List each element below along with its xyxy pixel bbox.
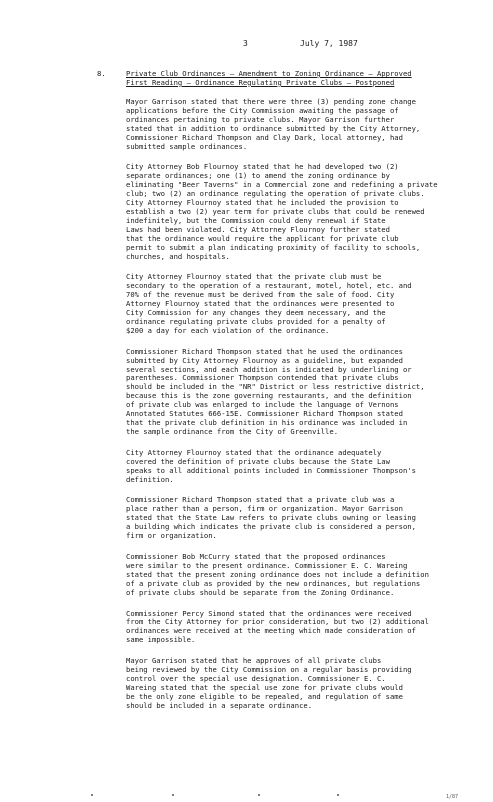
scan-speck bbox=[91, 794, 93, 796]
item-title bbox=[126, 70, 466, 88]
item-number: 8. bbox=[97, 69, 106, 78]
item-title-line-2: First Reading – Ordinance Regulating Private Clubs – Postponed bbox=[126, 77, 395, 87]
paragraph-9: Mayor Garrison stated that he approves of all private clubs being reviewed by the City Commission on a regular basis providing control over the special use designation. Commissioner E. C. Wareing stated that the special use zone for private clubs would be the only zone eligible to be repealed, and regulation of same should be included in a separate ordinance. bbox=[126, 656, 412, 710]
footer-mark: 1/87 bbox=[446, 794, 459, 800]
paragraph-1: Mayor Garrison stated that there were three (3) pending zone change applications before the City Commission awaiting the passage of ordinances pertaining to private clubs. Mayor Garrison further stated that in addition to ordinance submitted by the City Attorney, Commissioner Richard Thompson and Clay Dark, local attorney, had submitted sample ordinances. bbox=[126, 97, 421, 151]
scan-speck bbox=[258, 794, 260, 796]
meeting-date: July 7, 1987 bbox=[300, 39, 358, 48]
paragraph-8: Commissioner Percy Simond stated that the ordinances were received from the City Attorney for prior consideration, but two (2) additional ordinances were received at the meeting which made consideration of same impossible. bbox=[126, 608, 429, 645]
page-number: 3 bbox=[243, 39, 248, 48]
paragraph-6: Commissioner Richard Thompson stated that a private club was a place rather than a person, firm or organization. Mayor Garrison stated that the State Law refers to private clubs owning or leasing a building which indicates the private club is considered a person, firm or organization. bbox=[126, 495, 416, 541]
paragraph-2: City Attorney Bob Flournoy stated that he had developed two (2) separate ordinances; one (1) to amend the zoning ordinance by eliminating "Beer Taverns" in a Commercial zone and redefining a private club; two (2) an ordinance regulating the operation of private clubs. City Attorney Flournoy stated that he included the provision to establish a two (2) year term for private clubs that could be renewed indefinitely, but the Commission could deny renewal if State Laws had been violated. City Attorney Flournoy further stated that the ordinance would require the applicant for private club permit to submit a plan indicating proximity of facility to schools, churches, and hospitals. bbox=[126, 162, 438, 261]
scan-speck bbox=[172, 794, 174, 796]
paragraph-4: Commissioner Richard Thompson stated that he used the ordinances submitted by City Attorney Flournoy as a guideline, but expanded several sections, and each addition is indicated by underlining or parentheses. Commissioner Thompson contended that private clubs should be included in the "NR" District or less restrictive district, because this is the zone governing restaurants, and the definition of private club was enlarged to include the language of Vernons Annotated Statutes 666-15E. Commissioner Richard Thompson stated that the private club definition in his ordinance was included in the sample ordinance from the City of Greenville. bbox=[126, 346, 425, 436]
paragraph-7: Commissioner Bob McCurry stated that the proposed ordinances were similar to the present ordinance. Commissioner E. C. Wareing stated that the present zoning ordinance does not include a definition of a private club as provided by the new ordinances, but regulations of private clubs should be separate from the Zoning Ordinance. bbox=[126, 551, 429, 597]
minutes-body bbox=[126, 98, 471, 723]
item-title-line-1: Private Club Ordinances – Amendment to Zoning Ordinance – Approved bbox=[126, 69, 412, 78]
paragraph-3: City Attorney Flournoy stated that the private club must be secondary to the operation of a restaurant, motel, hotel, etc. and 70% of the revenue must be derived from the sale of food. City Attorney Flournoy stated that the ordinances were presented to City Commission for any changes they deem necessary, and the ordinance regulating private clubs provided for a penalty of $200 a day for each violation of the ordinance. bbox=[126, 272, 412, 335]
scan-speck bbox=[337, 794, 339, 796]
paragraph-5: City Attorney Flournoy stated that the ordinance adequately covered the definition of private clubs because the State Law speaks to all additional points included in Commissioner Thompson's definition. bbox=[126, 447, 416, 484]
